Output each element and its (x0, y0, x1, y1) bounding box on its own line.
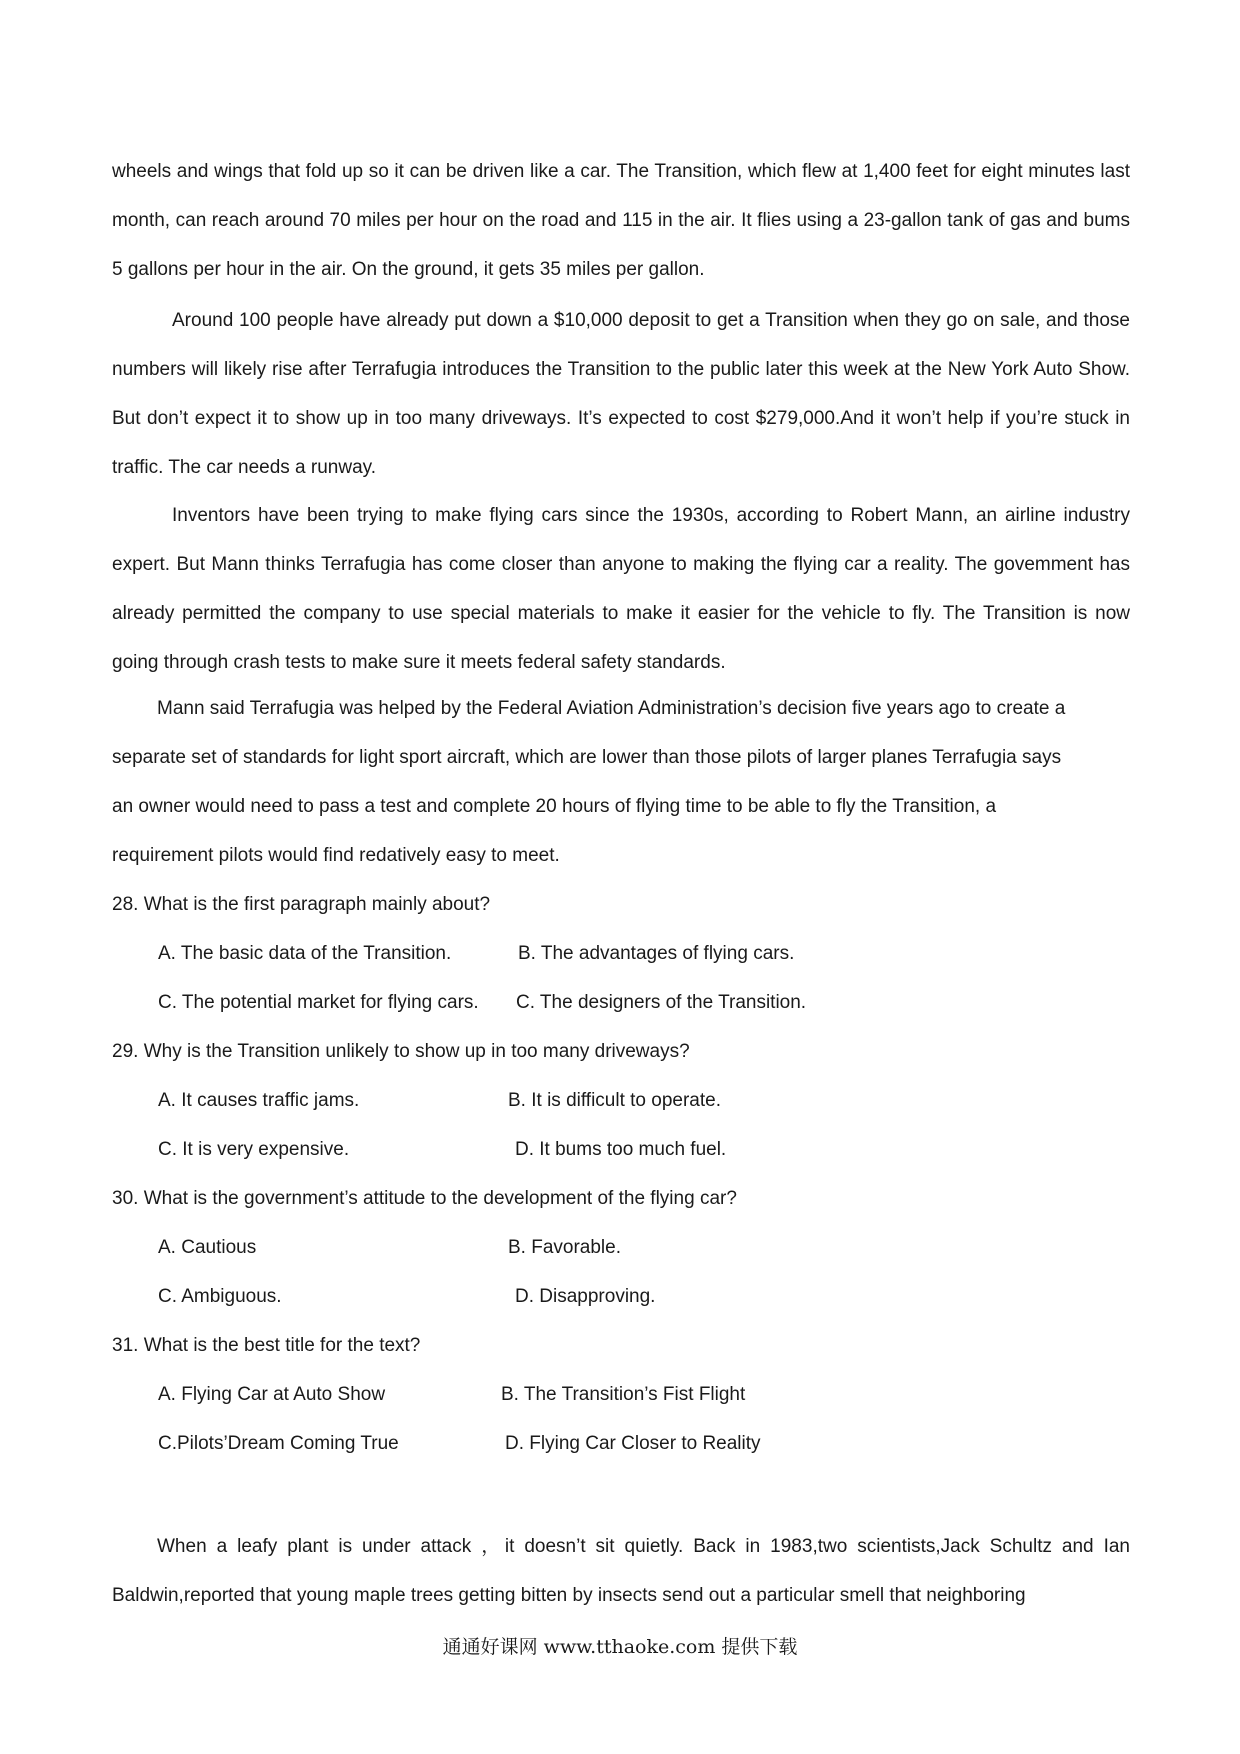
answer-option: B. It is difficult to operate. (508, 1090, 721, 1111)
answer-option: A. The basic data of the Transition. (158, 943, 452, 964)
answer-option: C. The designers of the Transition. (516, 992, 807, 1013)
question-stem: 30. What is the government’s attitude to the development of the flying car? (112, 1188, 737, 1209)
question-stem: 29. Why is the Transition unlikely to show up in too many driveways? (112, 1041, 690, 1062)
passage-line: requirement pilots would find redatively easy to meet. (112, 845, 560, 866)
answer-option: D. It bums too much fuel. (515, 1139, 727, 1160)
passage-line: Mann said Terrafugia was helped by the Federal Aviation Administration’s decision five years ago to create a (157, 698, 1066, 719)
passage-line: separate set of standards for light sport aircraft, which are lower than those pilots of larger planes Terrafugia says (112, 747, 1062, 768)
answer-option: B. The advantages of flying cars. (518, 943, 795, 964)
answer-option: B. Favorable. (508, 1237, 621, 1258)
passage-line: an owner would need to pass a test and complete 20 hours of flying time to be able to fly the Transition, a (112, 796, 997, 817)
answer-option: B. The Transition’s Fist Flight (501, 1384, 746, 1405)
passage-paragraph-2: Around 100 people have already put down a $10,000 deposit to get a Transition when they go on sale, and those numbers will likely rise after Terrafugia introduces the Transition to the public later this week at the New York Auto Show. But don’t expect it to show up in too many driveways. It’s expected to cost $279,000.And it won’t help if you’re stuck in traffic. The car needs a runway. (112, 310, 1130, 478)
question-stem: 28. What is the first paragraph mainly about? (112, 894, 491, 915)
answer-option: C. It is very expensive. (158, 1139, 350, 1160)
answer-option: D. Flying Car Closer to Reality (505, 1433, 761, 1454)
passage-paragraph-3: Inventors have been trying to make flying cars since the 1930s, according to Robert Mann, an airline industry expert. But Mann thinks Terrafugia has come closer than anyone to making the flying car a reality. The govemment has already permitted the company to use special materials to make it easier for the vehicle to fly. The Transition is now going through crash tests to make sure it meets federal safety standards. (112, 505, 1130, 673)
passage-paragraph-1: wheels and wings that fold up so it can be driven like a car. The Transition, which flew at 1,400 feet for eight minutes last month, can reach around 70 miles per hour on the road and 115 in the air. It flies using a 23-gallon tank of gas and bums 5 gallons per hour in the air. On the ground, it gets 35 miles per gallon. (112, 161, 1130, 280)
answer-option: A. It causes traffic jams. (158, 1090, 360, 1111)
answer-option: C. Ambiguous. (158, 1286, 282, 1307)
question-stem: 31. What is the best title for the text? (112, 1335, 421, 1356)
answer-option: D. Disapproving. (515, 1286, 656, 1307)
answer-option: A. Flying Car at Auto Show (158, 1384, 386, 1405)
answer-option: C. The potential market for flying cars. (158, 992, 479, 1013)
answer-option: C.Pilots’Dream Coming True (158, 1433, 399, 1454)
next-passage-paragraph: When a leafy plant is under attack ，it doesn’t sit quietly. Back in 1983,two scientists,Jack Schultz and Ian Baldwin,reported that young maple trees getting bitten by insects send out a particular smell that neighboring (112, 1536, 1130, 1606)
page-footer: 通通好课网 www.tthaoke.com 提供下载 (442, 1636, 798, 1658)
answer-option: A. Cautious (158, 1237, 257, 1258)
